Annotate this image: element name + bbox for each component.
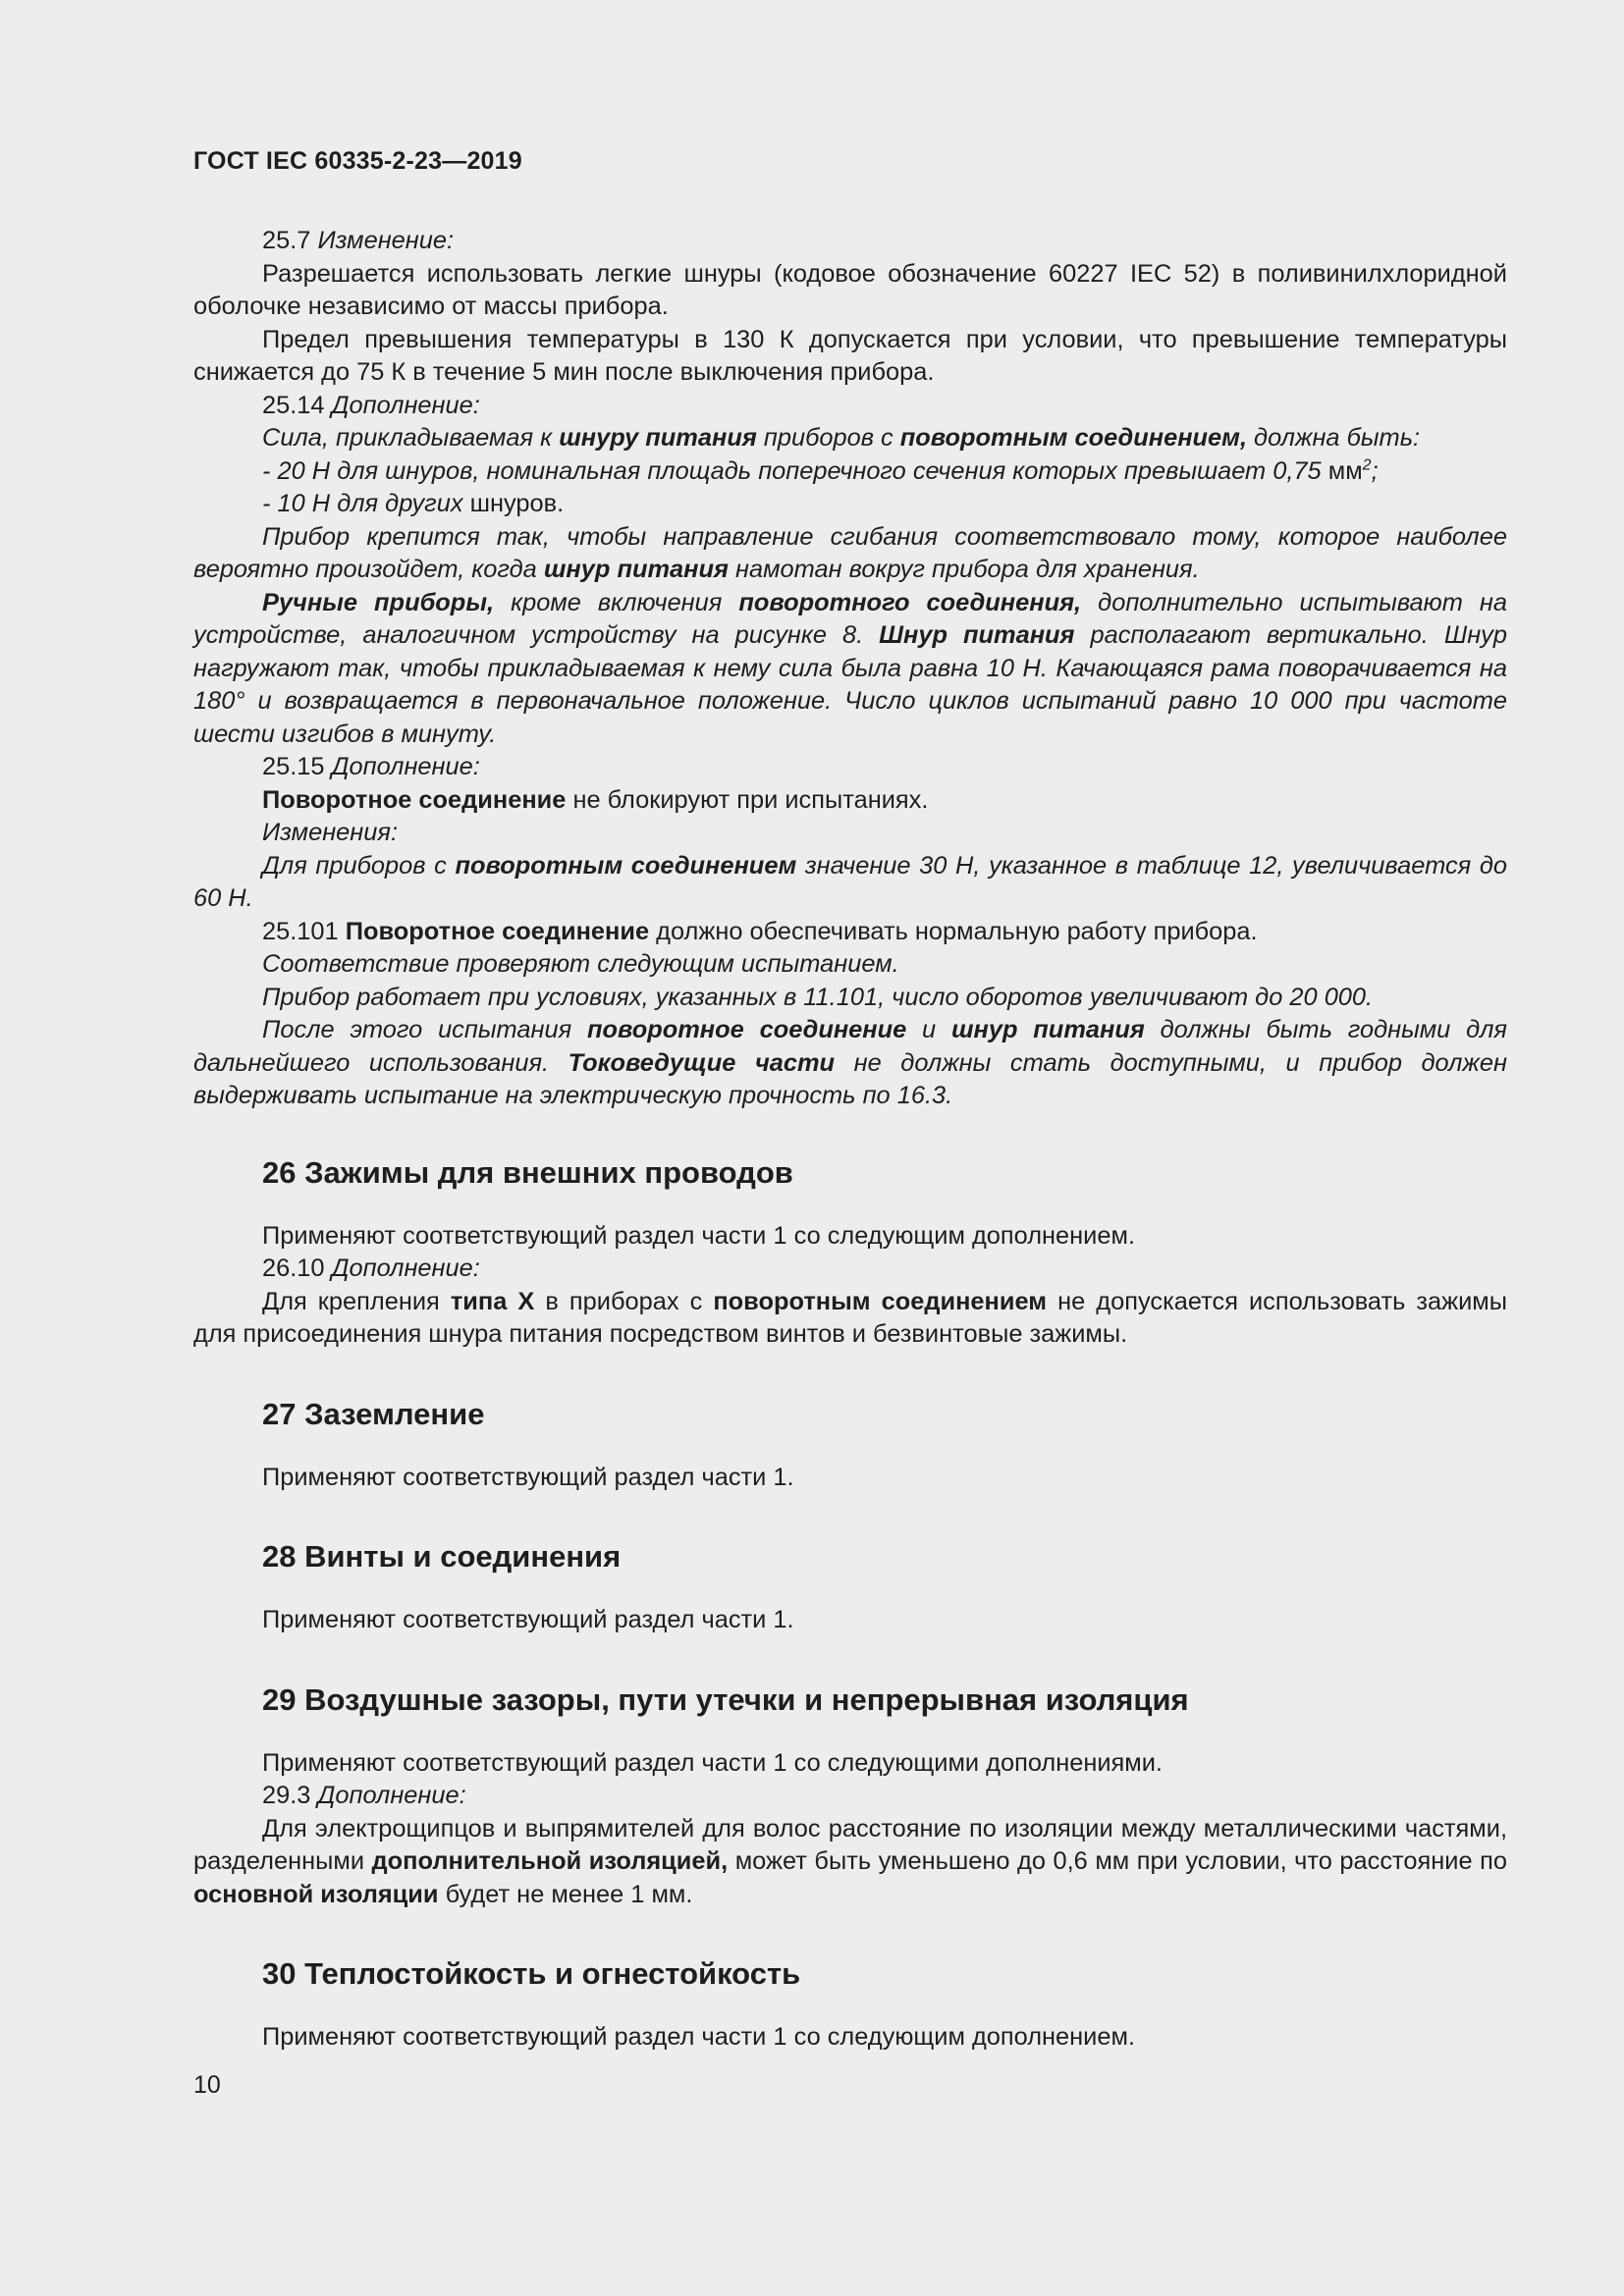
clause-25-7-para-1: Разрешается использовать легкие шнуры (кодовое обозначение 60227 IEC 52) в поливинилхлоридной оболочке независимо от массы прибора.: [193, 259, 1507, 320]
clause-25-14-list-item-1: - 20 Н для шнуров, номинальная площадь поперечного сечения которых превышает 0,75 $мм^2$;: [262, 456, 1379, 485]
section-28-heading: 28 Винты и соединения: [262, 1539, 622, 1574]
clause-26-10-title: 26.10 Дополнение:: [262, 1255, 480, 1282]
section-26-heading: 26 Зажимы для внешних проводов: [262, 1154, 793, 1190]
clause-25-14-hand-test: Ручные приборы, кроме включения поворотного соединения, дополнительно испытывают на устройстве, аналогичном устройству на рисунке 8. Шнур питания располагают вертикально. Шнур нагружают так, чтобы прикладываемая к нему сила была равна 10 Н. Качающаяся рама поворачивается на 180° и возвращается в первоначальное положение. Число циклов испытаний равно 10 000 при частоте шести изгибов в минуту.: [193, 588, 1508, 748]
clause-25-7-title: 25.7 Изменение:: [262, 227, 455, 254]
clause-25-15-para-2: Для приборов с поворотным соединением значение 30 Н, указанное в таблице 12, увеличивается до 60 Н.: [193, 851, 1507, 912]
clause-25-101-after-test: После этого испытания поворотное соединение и шнур питания должны быть годными для дальнейшего использования. Токоведущие части не должны стать доступными, и прибор должен выдерживать испытание на электрическую прочность по 16.3.: [193, 1016, 1507, 1109]
section-26-para-1: Применяют соответствующий раздел части 1 со следующим дополнением.: [262, 1221, 1135, 1250]
clause-25-14-list-item-2: - 10 Н для других шнуров.: [262, 490, 565, 517]
section-27-heading: 27 Заземление: [262, 1396, 485, 1431]
document-header: ГОСТ IEC 60335-2-23—2019: [193, 147, 522, 175]
clause-25-101-title: 25.101 Поворотное соединение должно обеспечивать нормальную работу прибора.: [262, 917, 1258, 945]
section-29-heading: 29 Воздушные зазоры, пути утечки и непрерывная изоляция: [262, 1682, 1189, 1717]
section-29-para-1: Применяют соответствующий раздел части 1 со следующими дополнениями.: [262, 1748, 1163, 1777]
clause-25-14-force: Сила, прикладываемая к шнуру питания приборов с поворотным соединением, должна быть:: [262, 424, 1421, 452]
clause-25-7-para-2: Предел превышения температуры в 130 К допускается при условии, что превышение температуры снижается до 75 К в течение 5 мин после выключения прибора.: [193, 325, 1507, 386]
section-30-heading: 30 Теплостойкость и огнестойкость: [262, 1956, 801, 1991]
clause-25-14-title: 25.14 Дополнение:: [262, 391, 480, 419]
clause-25-101-compliance: Соответствие проверяют следующим испытанием.: [262, 950, 899, 978]
clause-29-3-title: 29.3 Дополнение:: [262, 1782, 466, 1809]
clause-25-101-conditions: Прибор работает при условиях, указанных в 11.101, число оборотов увеличивают до 20 000.: [262, 983, 1374, 1011]
section-30-para-1: Применяют соответствующий раздел части 1 со следующим дополнением.: [262, 2023, 1135, 2051]
clause-25-14-mount: Прибор крепится так, чтобы направление сгибания соответствовало тому, которое наиболее вероятно произойдет, когда шнур питания намотан вокруг прибора для хранения.: [193, 522, 1507, 583]
clause-25-15-changes-label: Изменения:: [262, 819, 399, 846]
document-body: [193, 225, 1507, 2055]
clause-26-10-para: Для крепления типа X в приборах с поворотным соединением не допускается использовать зажимы для присоединения шнура питания посредством винтов и безвинтовые зажимы.: [193, 1287, 1507, 1348]
section-27-para-1: Применяют соответствующий раздел части 1.: [262, 1463, 794, 1491]
clause-25-15-title: 25.15 Дополнение:: [262, 753, 480, 780]
page-number: 10: [193, 2071, 221, 2099]
clause-25-15-para-1: Поворотное соединение не блокируют при испытаниях.: [262, 785, 929, 814]
section-28-para-1: Применяют соответствующий раздел части 1.: [262, 1606, 794, 1633]
clause-29-3-para: Для электрощипцов и выпрямителей для волос расстояние по изоляции между металлическими частями, разделенными дополнительной изоляцией, может быть уменьшено до 0,6 мм при условии, что расстояние по основной изоляции будет не менее 1 мм.: [193, 1814, 1507, 1908]
